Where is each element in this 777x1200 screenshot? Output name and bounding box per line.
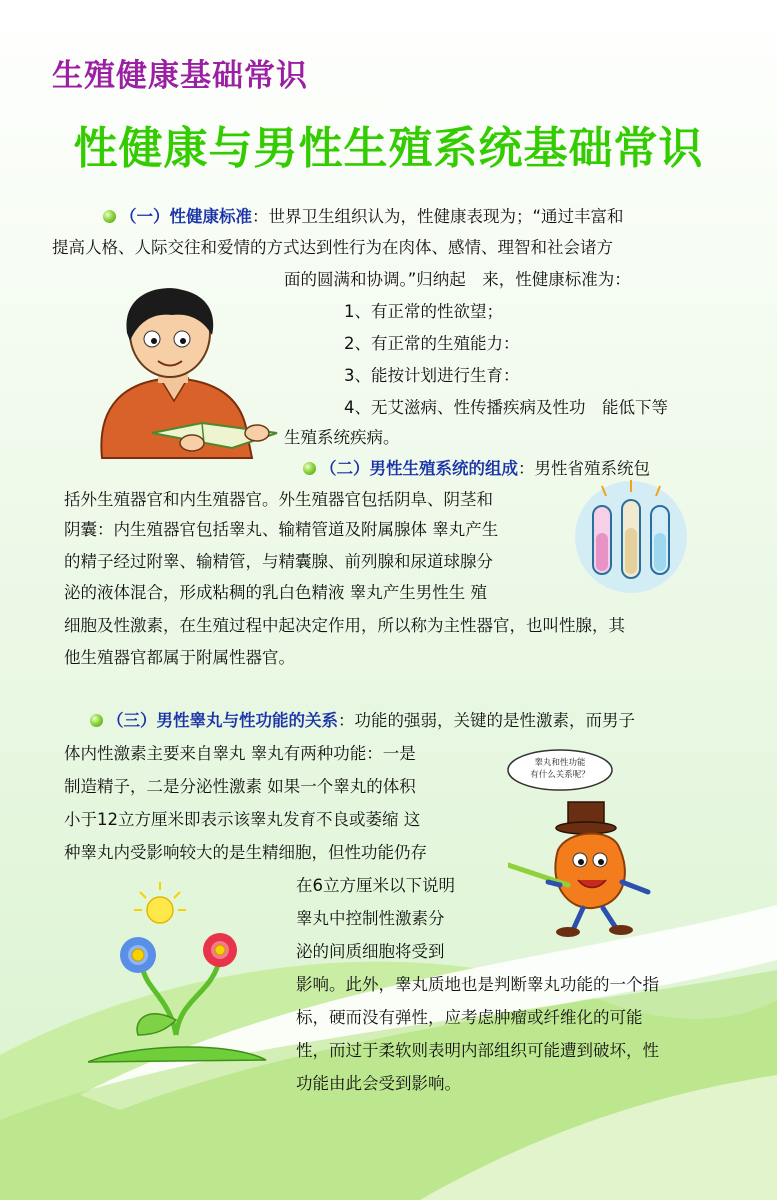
section1-list-item: 3、能按计划进行生育： [344,366,520,385]
main-title: 性健康与男性生殖系统基础常识 [73,123,704,174]
section2-line: ：男性省殖系统包 [518,459,650,478]
speech-bubble-line: 睾丸和性功能 [534,758,586,768]
section3-line: ：功能的强弱，关键的是性激素，而男子 [338,711,635,730]
section2-line: 他生殖器官都属于附属性器官。 [64,648,295,667]
section2-line: 泌的液体混合，形成粘稠的乳白色精液 睾丸产生男性生 殖 [64,583,487,602]
category-title: 生殖健康基础常识 [52,58,308,94]
section3-line: 睾丸中控制性激素分 [296,909,445,928]
section3-line: 在6立方厘米以下说明 [296,876,455,895]
bullet-icon [303,462,316,475]
flowers-illustration [88,880,268,1070]
section2-line: 的精子经过附睾、输精管，与精囊腺、前列腺和尿道球腺分 [64,552,493,571]
section3-first-line [90,706,635,736]
section1-line: 生殖系统疾病。 [284,428,400,447]
man-reading-illustration [82,283,282,463]
section1-list-item: 1、有正常的性欲望； [344,302,503,321]
section1-line: 提高人格、人际交往和爱情的方式达到性行为在肉体、感情、理智和社会诸方 [52,238,613,257]
section3-line: 性，而过于柔软则表明内部组织可能遭到破坏，性 [296,1041,659,1060]
bullet-icon [90,714,103,727]
section3-heading: （三）男性睾丸与性功能的关系 [107,711,338,730]
section3-line: 种睾丸内受影响较大的是生精细胞，但性功能仍存 [64,843,427,862]
section2-first-line [303,454,650,484]
section1-line: 面的圆满和协调。”归纳起 来，性健康标准为： [284,270,631,289]
section2-heading: （二）男性生殖系统的组成 [320,459,518,478]
section1-line: ：世界卫生组织认为，性健康表现为；“通过丰富和 [252,207,624,226]
section1-list-item: 2、有正常的生殖能力： [344,334,520,353]
bullet-icon [103,210,116,223]
section2-line: 阴囊：内生殖器官包括睾丸、输精管道及附属腺体 睾丸产生 [64,520,499,539]
section3-line: 影响。此外，睾丸质地也是判断睾丸功能的一个指 [296,975,659,994]
section3-line: 制造精子，二是分泌性激素 如果一个睾丸的体积 [64,777,416,796]
test-tubes-illustration [572,478,690,596]
section3-line: 小于12立方厘米即表示该睾丸发育不良或萎缩 这 [64,810,421,829]
section1-list-item: 4、无艾滋病、性传播疾病及性功 能低下等 [344,398,668,417]
section3-line: 体内性激素主要来自睾丸 睾丸有两种功能：一是 [64,744,416,763]
speech-bubble-line: 有什么关系呢？ [530,770,590,780]
section3-line: 标，硬而没有弹性，应考虑肿瘤或纤维化的可能 [296,1008,643,1027]
section2-line: 括外生殖器官和内生殖器官。外生殖器官包括阴阜、阴茎和 [64,490,493,509]
section1-first-line [103,202,624,232]
cartoon-character-illustration [508,790,668,940]
speech-bubble [505,748,615,794]
section1-heading: （一）性健康标准 [120,207,252,226]
section2-line: 细胞及性激素，在生殖过程中起决定作用，所以称为主性器官，也叫性腺，其 [64,616,625,635]
section3-line: 泌的间质细胞将受到 [296,942,445,961]
section3-line: 功能由此会受到影响。 [296,1074,461,1093]
